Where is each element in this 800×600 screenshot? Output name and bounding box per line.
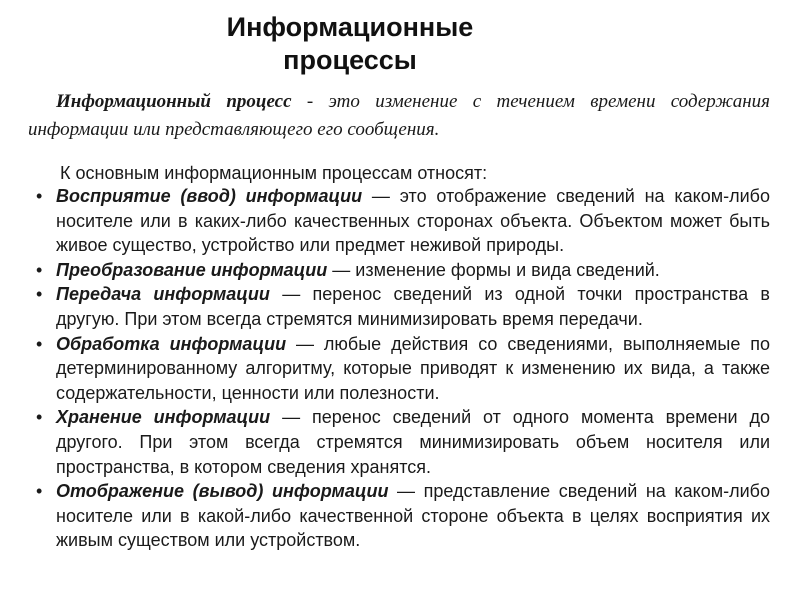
- bullet-dot-icon: •: [36, 333, 43, 354]
- bullet-description: — любые действия со сведениями, выполняемые по детерминированному алгоритму, которые приводят к изменению их вида, а также содержательности, ценности или полезности.: [56, 333, 771, 403]
- process-list: [28, 184, 770, 553]
- process-list-item: [28, 184, 770, 258]
- bullet-description: — перенос сведений из одной точки пространства в другую. При этом всегда стремятся минимизировать время передачи.: [56, 284, 770, 329]
- slide-title-line-1: Информационные: [226, 12, 474, 42]
- definition-paragraph: [28, 88, 770, 144]
- bullet-description: — перенос сведений от одного момента времени до другого. При этом всегда стремятся минимизировать объем носителя или пространства, в котором сведения хранятся.: [56, 407, 770, 477]
- bullet-term: Обработка информации: [56, 333, 287, 354]
- bullet-dot-icon: •: [36, 186, 43, 206]
- bullet-term: Хранение информации: [56, 407, 271, 428]
- bullet-dot-icon: •: [36, 407, 43, 428]
- bullet-dot-icon: •: [36, 259, 43, 280]
- slide-title: [0, 11, 700, 77]
- bullet-term: Восприятие (ввод) информации: [56, 186, 363, 206]
- bullet-dot-icon: •: [36, 284, 43, 305]
- bullet-term: Отображение (вывод) информации: [56, 481, 389, 502]
- bullet-description: — изменение формы и вида сведений.: [327, 259, 660, 280]
- process-list-item: [28, 332, 770, 406]
- process-list-item: [28, 479, 770, 553]
- bullet-term: Преобразование информации: [56, 259, 328, 280]
- process-list-item: [28, 405, 770, 479]
- bullet-description: — представление сведений на каком-либо носителе или в какой-либо качественной стороне объекта в целях восприятия их живым существом или устройством.: [56, 481, 771, 551]
- definition-term: Информационный процесс: [56, 91, 292, 112]
- process-list-item: [28, 258, 770, 283]
- process-list-item: [28, 282, 770, 331]
- definition-text: - это изменение с течением времени содержания информации или представляющего его сообщения.: [28, 91, 770, 140]
- bullet-dot-icon: •: [36, 481, 43, 502]
- slide-title-line-2: процессы: [283, 45, 417, 75]
- list-intro-line: К основным информационным процессам относят:: [60, 163, 488, 183]
- bullet-term: Передача информации: [56, 284, 270, 305]
- bullet-description: — это отображение сведений на каком-либо носителе или в каких-либо качественных сторонах объекта. Объектом может быть живое существо, устройство или предмет неживой природы.: [56, 186, 770, 256]
